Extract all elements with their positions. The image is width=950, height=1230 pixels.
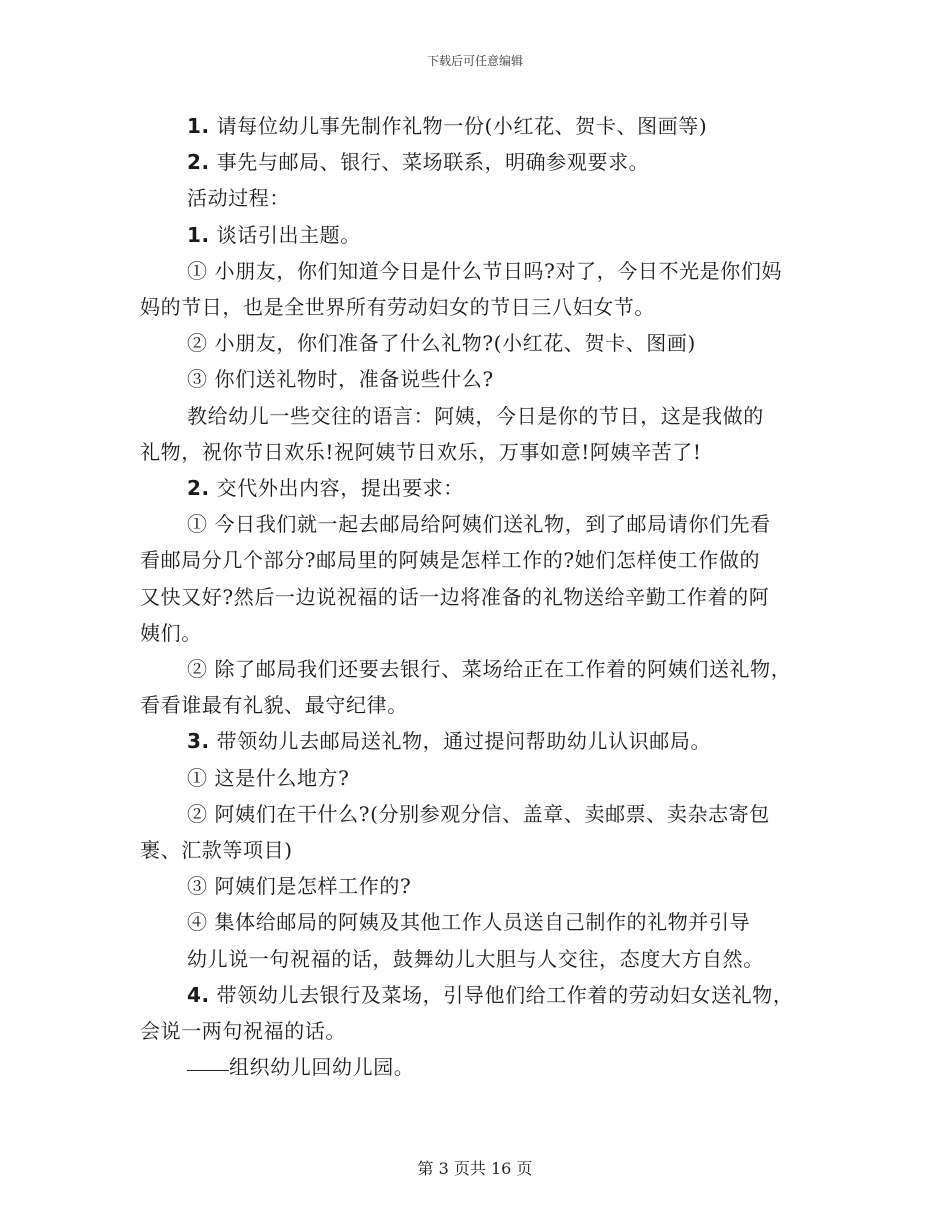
line-text: 交代外出内容，提出要求： [209, 476, 464, 501]
line-text: ③ 阿姨们是怎样工作的? [187, 874, 412, 899]
line-text: ③ 你们送礼物时，准备说些什么? [187, 367, 494, 392]
item-number: 4. [187, 982, 210, 1007]
paragraph-line [140, 506, 820, 542]
paragraph-line [140, 253, 820, 289]
line-text: ④ 集体给邮局的阿姨及其他工作人员送自己制作的礼物并引导 [187, 910, 751, 935]
item-number: 2. [187, 150, 210, 175]
paragraph-line [140, 941, 820, 977]
line-text: 组织幼儿回幼儿园。 [229, 1055, 415, 1080]
line-text: ② 阿姨们在干什么?(分别参观分信、盖章、卖邮票、卖杂志寄包 [187, 801, 770, 826]
line-text: 姨们。 [140, 620, 202, 645]
line-text: ② 小朋友，你们准备了什么礼物?(小红花、贺卡、图画) [187, 331, 696, 356]
paragraph-line [140, 180, 820, 216]
line-text: 幼儿说一句祝福的话，鼓舞幼儿大胆与人交往，态度大方自然。 [187, 946, 764, 971]
item-number: 3. [187, 729, 210, 754]
paragraph-line [140, 470, 820, 506]
paragraph-line [140, 144, 820, 180]
paragraph-line [140, 687, 820, 723]
line-text: 带领幼儿去邮局送礼物，通过提问帮助幼儿认识邮局。 [209, 729, 712, 754]
item-number: 1. [187, 222, 210, 247]
line-text: 带领幼儿去银行及菜场，引导他们给工作着的劳动妇女送礼物， [209, 982, 794, 1007]
item-number: 1. [187, 114, 210, 138]
line-text: 看看谁最有礼貌、最守纪律。 [140, 693, 408, 718]
paragraph-line [140, 723, 820, 759]
paragraph-line [140, 325, 820, 361]
page-number-footer: 第 3 页共 16 页 [417, 1159, 533, 1178]
paragraph-line [140, 1013, 820, 1049]
line-text: ② 除了邮局我们还要去银行、菜场给正在工作着的阿姨们送礼物， [187, 657, 792, 682]
paragraph-line [140, 361, 820, 397]
paragraph-line [140, 615, 820, 651]
line-text: 会说一两句祝福的话。 [140, 1019, 346, 1044]
paragraph-line [140, 398, 820, 434]
line-text: 活动过程： [187, 186, 290, 211]
paragraph-line [140, 289, 820, 325]
paragraph-line [140, 434, 820, 470]
item-number: 2. [187, 476, 210, 501]
paragraph-line [140, 904, 820, 940]
line-text: 事先与邮局、银行、菜场联系，明确参观要求。 [209, 150, 650, 175]
fill-in-blank [187, 1069, 229, 1071]
paragraph-line [140, 108, 820, 144]
line-text: 教给幼儿一些交往的语言：阿姨，今日是你的节日，这是我做的 [187, 403, 764, 428]
paragraph-line [140, 579, 820, 615]
line-text: 看邮局分几个部分?邮局里的阿姨是怎样工作的?她们怎样使工作做的 [140, 548, 761, 573]
document-body [140, 108, 820, 1085]
paragraph-line [140, 832, 820, 868]
line-text: 谈话引出主题。 [209, 222, 361, 247]
paragraph-line [140, 977, 820, 1013]
line-text: ① 今日我们就一起去邮局给阿姨们送礼物，到了邮局请你们先看 [187, 512, 771, 537]
paragraph-line [140, 760, 820, 796]
line-text: 妈的节日，也是全世界所有劳动妇女的节日三八妇女节。 [140, 295, 655, 320]
paragraph-line [140, 651, 820, 687]
page-header-note: 下载后可任意编辑 [426, 54, 523, 68]
line-text: ① 这是什么地方? [187, 765, 350, 790]
paragraph-line [140, 868, 820, 904]
line-text: 礼物，祝你节日欢乐!祝阿姨节日欢乐，万事如意!阿姨辛苦了! [140, 439, 702, 464]
paragraph-line [140, 796, 820, 832]
line-text: 又快又好?然后一边说祝福的话一边将准备的礼物送给辛勤工作着的阿 [140, 584, 770, 609]
line-text: 请每位幼儿事先制作礼物一份(小红花、贺卡、图画等) [209, 114, 708, 138]
paragraph-line [140, 1049, 820, 1085]
line-text: 裹、汇款等项目) [140, 838, 293, 863]
paragraph-line [140, 217, 820, 253]
paragraph-line [140, 542, 820, 578]
line-text: ① 小朋友，你们知道今日是什么节日吗?对了，今日不光是你们妈 [187, 258, 783, 283]
